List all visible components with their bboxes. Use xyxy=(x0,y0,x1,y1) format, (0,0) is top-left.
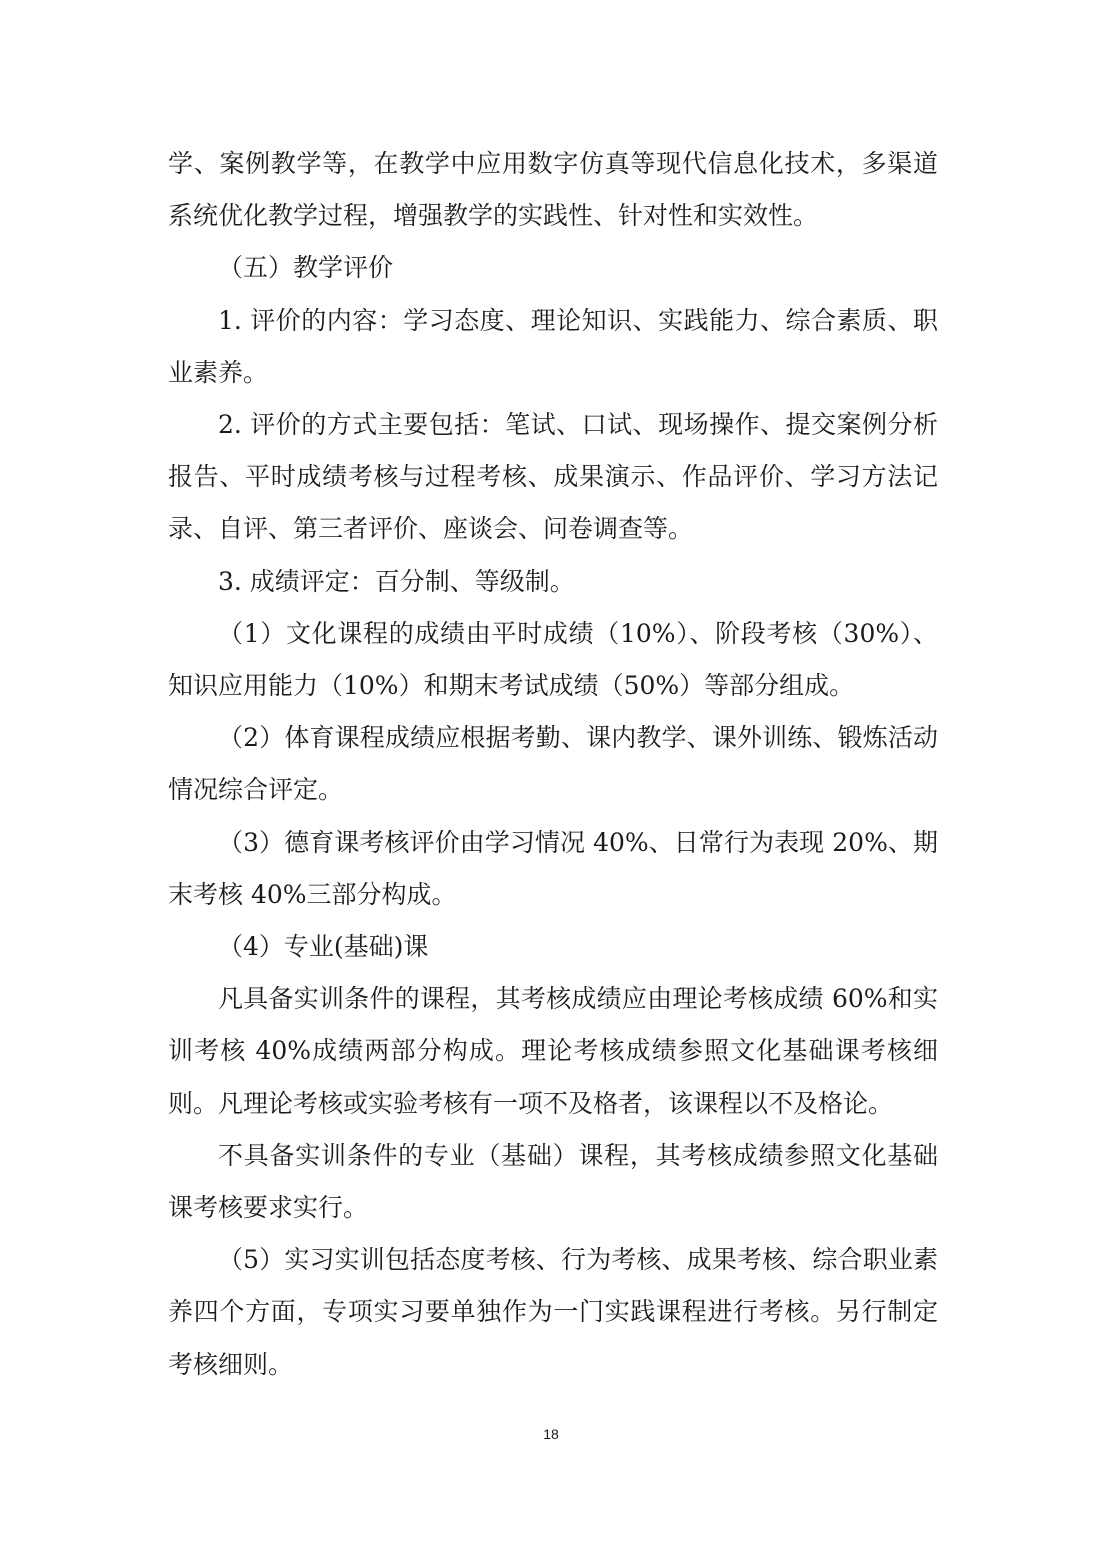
paragraph-evaluation-methods: 2. 评价的方式主要包括：笔试、口试、现场操作、提交案例分析报告、平时成绩考核与过程考核、成果演示、作品评价、学习方法记录、自评、第三者评价、座谈会、问卷调查等。 xyxy=(168,410,938,544)
page-number: 18 xyxy=(543,1426,559,1442)
document-body xyxy=(168,138,938,1391)
paragraph-culture-course-grading: （1）文化课程的成绩由平时成绩（10%）、阶段考核（30%）、知识应用能力（10%）和期末考试成绩（50%）等部分组成。 xyxy=(168,618,938,701)
section-heading-teaching-evaluation: （五）教学评价 xyxy=(218,253,394,283)
paragraph-evaluation-content: 1. 评价的内容：学习态度、理论知识、实践能力、综合素质、职业素养。 xyxy=(168,305,938,387)
paragraph-moral-course-grading: （3）德育课考核评价由学习情况 40%、日常行为表现 20%、期末考核 40%三部分构成。 xyxy=(168,827,938,909)
paragraph-practical-training-courses: 凡具备实训条件的课程，其考核成绩应由理论考核成绩 60%和实训考核 40%成绩两部分构成。理论考核成绩参照文化基础课考核细则。凡理论考核或实验考核有一项不及格者，该课程以不及格论。 xyxy=(168,984,938,1118)
paragraph-professional-course-heading: （4）专业(基础)课 xyxy=(218,932,429,962)
paragraph-grading: 3. 成绩评定：百分制、等级制。 xyxy=(218,566,575,596)
paragraph-pe-course-grading: （2）体育课程成绩应根据考勤、课内教学、课外训练、锻炼活动情况综合评定。 xyxy=(168,723,938,805)
paragraph-teaching-methods-cont: 学、案例教学等，在教学中应用数字仿真等现代信息化技术，多渠道系统优化教学过程，增强教学的实践性、针对性和实效性。 xyxy=(168,149,938,231)
paragraph-internship-assessment: （5）实习实训包括态度考核、行为考核、成果考核、综合职业素养四个方面，专项实习要单独作为一门实践课程进行考核。另行制定考核细则。 xyxy=(168,1245,938,1379)
paragraph-non-practical-courses: 不具备实训条件的专业（基础）课程，其考核成绩参照文化基础课考核要求实行。 xyxy=(168,1140,938,1223)
